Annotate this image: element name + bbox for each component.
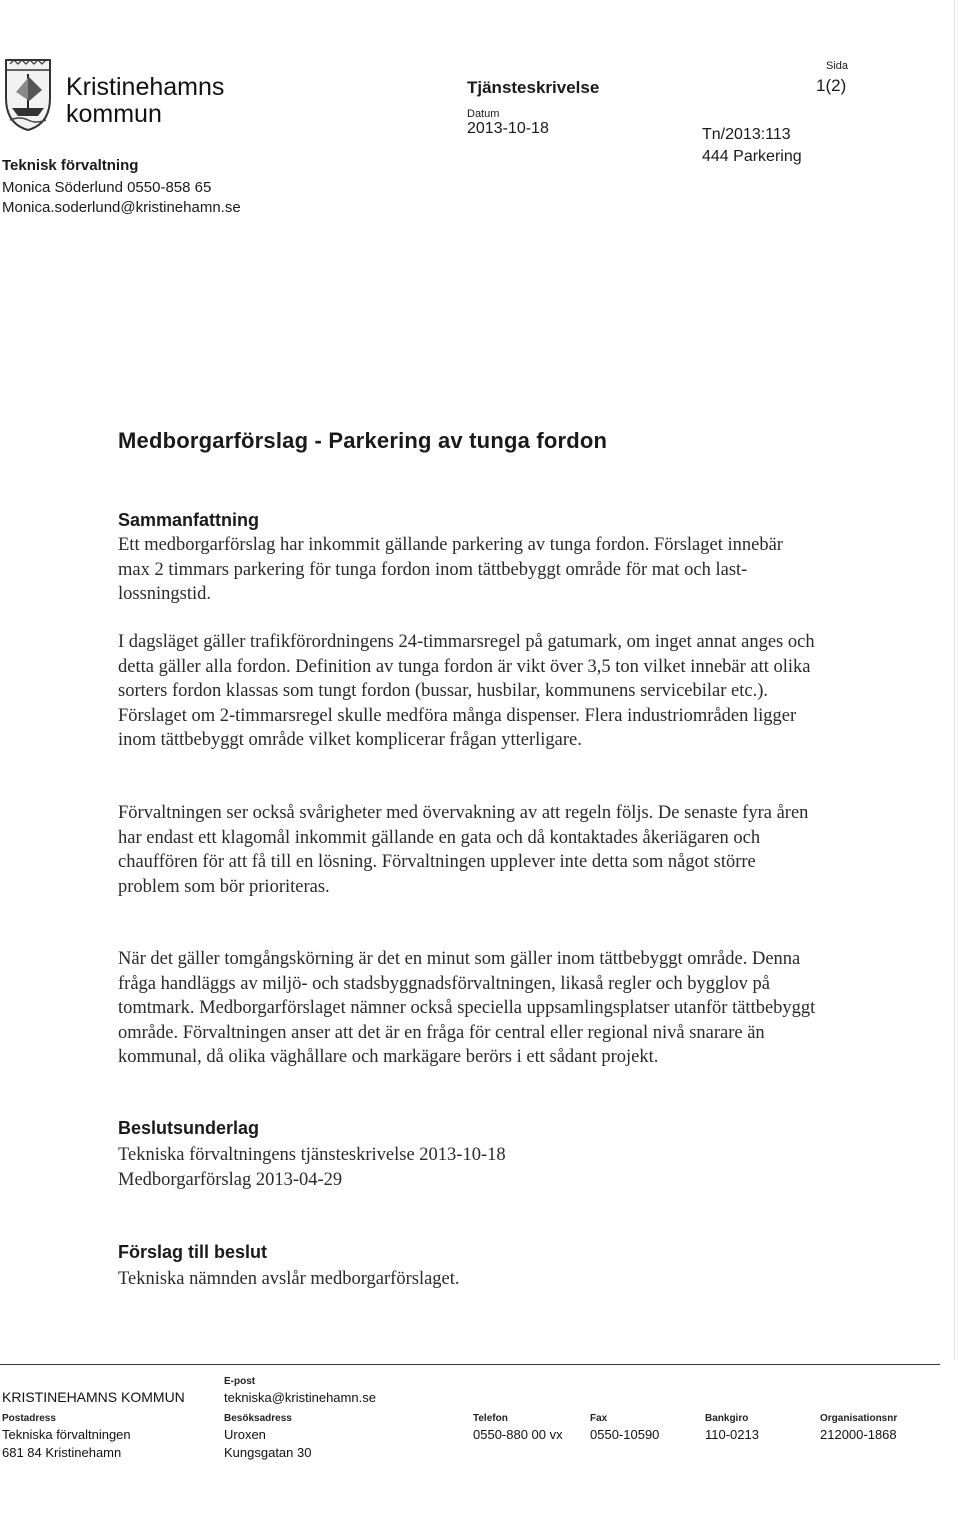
footer-telefon: 0550-880 00 vx [473,1427,563,1442]
footer-fax-label: Fax [590,1413,608,1424]
footer-org-name: KRISTINEHAMNS KOMMUN [2,1389,185,1405]
municipality-name-line1: Kristinehamns [66,73,225,101]
reference-number: Tn/2013:113 [702,126,791,143]
summary-paragraph: Ett medborgarförslag har inkommit gällande parkering av tunga fordon. Förslaget innebär max 2 timmars parkering för tunga fordon inom tättbebyggt område för mat och last-lossningstid. [118,535,783,605]
department-name: Teknisk förvaltning [2,157,139,174]
footer-epost-label: E-post [224,1376,256,1387]
body-paragraph-3: Förvaltningen ser också svårigheter med övervakning av att regeln följs. De senaste fyra åren har endast ett klagomål inkommit gällande en gata och då kontaktades åkeriägaren och chauffören för att få till en lösning. Förvaltningen upplever inte detta som något större problem som bör prioriteras. [118,803,809,897]
reference-subject: 444 Parkering [702,148,802,165]
contact-block [2,178,241,218]
proposal-heading: Förslag till beslut [118,1242,268,1262]
footer-fax: 0550-10590 [590,1427,660,1442]
date-label: Datum [467,108,500,120]
footer-orgnr: 212000-1868 [820,1427,897,1442]
summary-heading: Sammanfattning [118,510,260,530]
footer-besoksadress-label: Besöksadress [224,1413,292,1424]
page-label: Sida [826,60,849,72]
body-paragraph-2: I dagsläget gäller trafikförordningens 24-timmarsregel på gatumark, om inget annat anges och detta gäller alla fordon. Definition av tunga fordon är vikt över 3,5 ton vilket innebär att olika sorters fordon klassas som tungt fordon (bussar, husbilar, kommunens servicebilar etc.). Förslaget om 2-timmarsregel skulle medföra många dispenser. Flera industriområden ligger inom tättbebyggt område vilket komplicerar frågan ytterligare. [118,632,815,751]
proposal-text: Tekniska nämnden avslår medborgarförslaget. [118,1269,460,1289]
footer-postadress-line2: 681 84 Kristinehamn [2,1445,122,1460]
reference-block [702,124,802,168]
page-number: 1(2) [816,76,847,95]
document-title: Medborgarförslag - Parkering av tunga fordon [118,428,608,453]
municipality-name-line2: kommun [66,100,162,128]
municipality-name [66,74,224,128]
contact-email: Monica.soderlund@kristinehamn.se [2,199,241,216]
footer-postadress-line1: Tekniska förvaltningen [2,1427,131,1442]
footer-orgnr-label: Organisationsnr [820,1413,898,1424]
footer-bankgiro: 110-0213 [705,1427,759,1442]
municipal-crest-logo [2,58,54,132]
basis-item-1: Tekniska förvaltningens tjänsteskrivelse 2013-10-18 [118,1145,506,1165]
basis-item-2: Medborgarförslag 2013-04-29 [118,1170,343,1190]
footer-telefon-label: Telefon [473,1413,508,1424]
footer-besoksadress-line1: Uroxen [224,1427,266,1442]
body-paragraph-4: När det gäller tomgångskörning är det en minut som gäller inom tättbebyggt område. Denna fråga handläggs av miljö- och stadsbyggnadsförvaltningen, likaså regler och bygglov på tomtmark. Medborgarförslaget nämner också speciella uppsamlingsplatser utanför tättbebyggt område. Förvaltningen anser att det är en fråga för central eller regional nivå snarare än kommunal, då olika väghållare och markägare berörs i ett sådant projekt. [118,949,816,1068]
footer-postadress-label: Postadress [2,1413,56,1424]
footer-divider [0,1364,940,1365]
footer-bankgiro-label: Bankgiro [705,1413,749,1424]
document-date: 2013-10-18 [467,120,549,137]
footer-besoksadress-line2: Kungsgatan 30 [224,1445,312,1460]
footer-epost: tekniska@kristinehamn.se [224,1390,376,1405]
basis-heading: Beslutsunderlag [118,1118,260,1138]
document-type: Tjänsteskrivelse [467,78,600,97]
page-edge-rule [954,0,955,1360]
contact-name-phone: Monica Söderlund 0550-858 65 [2,179,212,196]
